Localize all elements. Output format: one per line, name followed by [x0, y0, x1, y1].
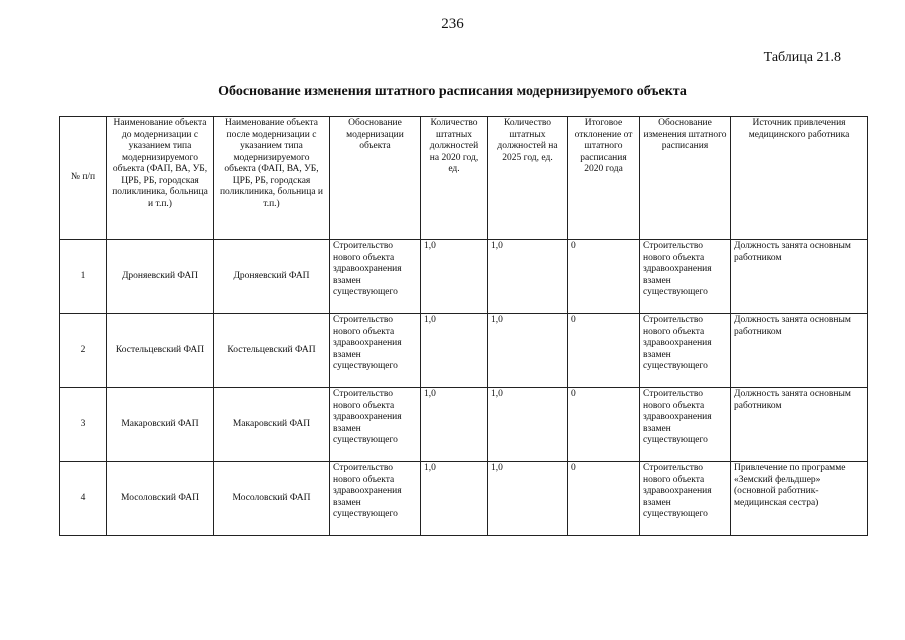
- row-num: 3: [60, 388, 107, 462]
- row-staff-2020: 1,0: [421, 314, 488, 388]
- header-source: Источник привлечения медицинского работника: [731, 117, 868, 240]
- header-staff-2020: Количество штатных должностей на 2020 год, ед.: [421, 117, 488, 240]
- row-deviation: 0: [568, 314, 640, 388]
- row-name-after: Макаровский ФАП: [214, 388, 330, 462]
- table-row: [60, 314, 868, 388]
- row-deviation: 0: [568, 388, 640, 462]
- row-num: 4: [60, 462, 107, 536]
- row-deviation: 0: [568, 240, 640, 314]
- row-name-before: Макаровский ФАП: [107, 388, 214, 462]
- row-name-before: Дроняевский ФАП: [107, 240, 214, 314]
- row-source: Должность занята основным работником: [731, 388, 868, 462]
- row-justification: Строительство нового объекта здравоохранения взамен существующего: [330, 462, 421, 536]
- table-row: [60, 462, 868, 536]
- row-staff-change: Строительство нового объекта здравоохранения взамен существующего: [640, 388, 731, 462]
- row-staff-change: Строительство нового объекта здравоохранения взамен существующего: [640, 314, 731, 388]
- row-staff-2020: 1,0: [421, 462, 488, 536]
- header-name-before: Наименование объекта до модернизации с указанием типа модернизируемого объекта (ФАП, ВА, УБ, ЦРБ, РБ, городская поликлиника, больница и т.п.): [107, 117, 214, 240]
- table-label: Таблица 21.8: [763, 50, 841, 65]
- header-deviation: Итоговое отклонение от штатного расписания 2020 года: [568, 117, 640, 240]
- row-staff-2020: 1,0: [421, 240, 488, 314]
- row-justification: Строительство нового объекта здравоохранения взамен существующего: [330, 314, 421, 388]
- row-source: Привлечение по программе «Земский фельдшер» (основной работник- медицинская сестра): [731, 462, 868, 536]
- header-name-after: Наименование объекта после модернизации с указанием типа модернизируемого объекта (ФАП, ВА, УБ, ЦРБ, РБ, городская поликлиника, больница и т.п.): [214, 117, 330, 240]
- row-source: Должность занята основным работником: [731, 240, 868, 314]
- row-staff-2025: 1,0: [488, 314, 568, 388]
- row-staff-change: Строительство нового объекта здравоохранения взамен существующего: [640, 240, 731, 314]
- row-name-after: Костельцевский ФАП: [214, 314, 330, 388]
- row-name-before: Костельцевский ФАП: [107, 314, 214, 388]
- table-row: [60, 388, 868, 462]
- row-name-before: Мосоловский ФАП: [107, 462, 214, 536]
- row-staff-change: Строительство нового объекта здравоохранения взамен существующего: [640, 462, 731, 536]
- table-row: [60, 240, 868, 314]
- page-number: 236: [441, 16, 464, 32]
- row-num: 2: [60, 314, 107, 388]
- header-row: [60, 117, 868, 240]
- header-staff-2025: Количество штатных должностей на 2025 год, ед.: [488, 117, 568, 240]
- staffing-table: [59, 116, 868, 536]
- row-name-after: Дроняевский ФАП: [214, 240, 330, 314]
- row-name-after: Мосоловский ФАП: [214, 462, 330, 536]
- row-num: 1: [60, 240, 107, 314]
- row-deviation: 0: [568, 462, 640, 536]
- header-num: № п/п: [60, 117, 107, 240]
- row-staff-2025: 1,0: [488, 462, 568, 536]
- document-title: Обоснование изменения штатного расписания модернизируемого объекта: [218, 84, 687, 99]
- row-source: Должность занята основным работником: [731, 314, 868, 388]
- header-justification: Обоснование модернизации объекта: [330, 117, 421, 240]
- row-staff-2025: 1,0: [488, 240, 568, 314]
- row-justification: Строительство нового объекта здравоохранения взамен существующего: [330, 240, 421, 314]
- row-staff-2020: 1,0: [421, 388, 488, 462]
- row-staff-2025: 1,0: [488, 388, 568, 462]
- row-justification: Строительство нового объекта здравоохранения взамен существующего: [330, 388, 421, 462]
- header-staff-change: Обоснование изменения штатного расписания: [640, 117, 731, 240]
